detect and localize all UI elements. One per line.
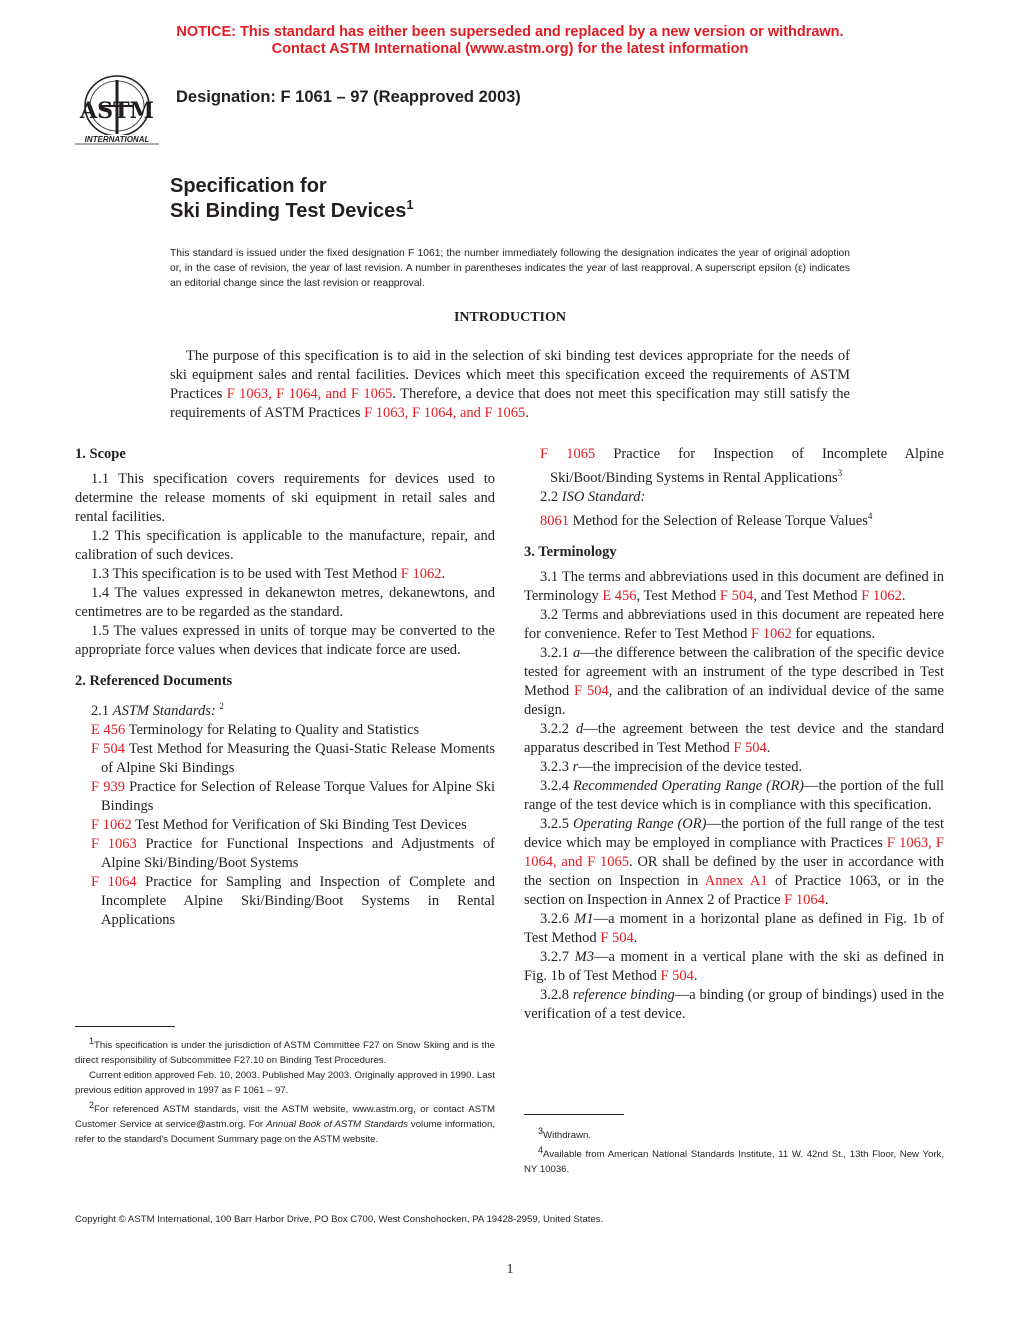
ref-item (75, 721, 495, 740)
term-text: —a moment in a vertical plane with the ski as defined in Fig. 1b of Test Method (524, 948, 945, 984)
term-3-2-4 (524, 777, 944, 815)
page-number: 1 (506, 1262, 514, 1277)
astm-standards-footnote-ref[interactable]: 2 (219, 701, 224, 711)
footnote-num: 1 (89, 1036, 95, 1046)
title-line-2 (170, 199, 414, 224)
notice-banner (0, 24, 1020, 58)
footnote-ref[interactable]: 4 (867, 510, 873, 521)
astm-standards-num: 2.1 (91, 702, 113, 719)
term-word: Operating Range (OR) (572, 815, 707, 832)
iso-standard-label (524, 488, 944, 507)
term-3-2-2 (524, 720, 944, 758)
term-text: —the portion of the full range of the test device which may be employed in compliance with Practices (524, 815, 945, 851)
footnote-ref[interactable]: 3 (837, 468, 843, 478)
notice-line-1: NOTICE: This standard has either been superseded and replaced by a new version or withdrawn. (176, 24, 844, 40)
term-word: Recommended Operating Range (ROR) (573, 777, 805, 794)
term-word: M1 (574, 910, 594, 927)
term-text: 3.1 The terms and abbreviations used in this document are defined in Terminology (524, 568, 944, 604)
astm-standards-label (75, 697, 495, 721)
term-3-1 (524, 568, 944, 606)
term-link[interactable]: E 456 (602, 587, 637, 604)
term-word: reference binding (572, 986, 675, 1003)
term-text: —a moment in a horizontal plane as defined in Fig. 1b of Test Method (524, 910, 944, 946)
term-text: , and the calibration of an individual device of the same design. (524, 682, 944, 718)
footnote-divider (524, 1114, 624, 1115)
scope-heading: 1. Scope (75, 446, 126, 462)
left-column (75, 445, 495, 930)
term-word: a (573, 644, 581, 661)
scope-1-3-text: 1.3 This specification is to be used with Test Method (91, 566, 401, 582)
ref-title: Practice for Sampling and Inspection of Complete and Incomplete Alpine Ski/Binding/Boot Systems in Rental Applications (101, 873, 495, 928)
term-num: 3.2.3 (540, 758, 573, 775)
intro-text-2: . Therefore, a device that does not meet this specification may still satisfy the requirements of ASTM Practices (170, 386, 850, 421)
term-link[interactable]: F 504 (600, 929, 634, 946)
ref-code-link[interactable]: F 504 (91, 740, 125, 757)
ref-code-link[interactable]: F 1063 (91, 835, 137, 852)
ref-title: Practice for Functional Inspections and Adjustments of Alpine Ski/Binding/Boot Systems (101, 835, 495, 871)
ref-code-link[interactable]: F 1062 (91, 816, 132, 833)
term-word: M3 (574, 948, 594, 965)
scope-1-1: 1.1 This specification covers requirements for devices used to determine the release moments of ski equipment in retail sales and rental facilities. (75, 471, 495, 525)
footnote-text: For referenced ASTM standards, visit the ASTM website, www.astm.org, or contact ASTM Customer Service at service@astm.org. For (75, 1104, 495, 1131)
issuance-note: This standard is issued under the fixed designation F 1061; the number immediately following the designation indicates the year of original adoption or, in the case of revision, the year of last revision. A number in parentheses indicates the year of last reapproval. A superscript epsilon (ε) indicates an editorial change since the last revision or reapproval. (170, 248, 850, 289)
term-3-2-7 (524, 948, 944, 986)
term-text: . (693, 967, 698, 984)
title-line-1: Specification for (170, 175, 327, 197)
term-text: for equations. (791, 625, 876, 642)
term-word: r (572, 758, 579, 775)
term-text: —the imprecision of the device tested. (578, 758, 803, 775)
footnote-text: Withdrawn. (543, 1130, 591, 1142)
term-text: . (901, 587, 906, 604)
term-text: —the portion of the full range of the test device which is in compliance with this specification. (524, 777, 945, 813)
terminology-heading: 3. Terminology (524, 543, 617, 560)
term-text: —the difference between the calibration of the specific device tested for agreement with an instrument of the type described in Test Method (524, 644, 945, 699)
term-text: , and Test Method (753, 587, 862, 604)
ref-title: Practice for Inspection of Incomplete Alpine Ski/Boot/Binding Systems in Rental Applications (550, 446, 944, 486)
term-text: , Test Method (636, 587, 720, 604)
ref-code-link[interactable]: F 1065 (540, 446, 596, 462)
term-num: 3.2.7 (540, 948, 575, 965)
term-link[interactable]: F 1062 (751, 625, 792, 642)
term-3-2-6 (524, 910, 944, 948)
scope-1-3-end: . (441, 566, 446, 582)
footnote-1b: Current edition approved Feb. 10, 2003. Published May 2003. Originally approved in 1990. Last previous edition approved in 1997 as F 1061 – 97. (75, 1070, 495, 1097)
astm-standards-text: ASTM Standards: (112, 702, 216, 719)
footnote-text: This specification is under the jurisdiction of ASTM Committee F27 on Snow Skiing and is the direct responsibility of Subcommittee F27.10 on Binding Test Procedures. (75, 1040, 495, 1067)
footnotes-left (75, 1034, 495, 1147)
ref-item (75, 778, 495, 816)
term-link[interactable]: F 1064 (784, 891, 825, 908)
intro-text-1: The purpose of this specification is to aid in the selection of ski binding test devices appropriate for the needs of ski equipment sales and rental facilities. Devices which meet this specification exceed the requirements of ASTM Practices (170, 348, 850, 402)
logo-subtext: INTERNATIONAL (84, 135, 150, 144)
footnote-num: 2 (89, 1100, 95, 1111)
term-3-2-5 (524, 815, 944, 910)
term-3-2-3 (524, 758, 944, 777)
title-footnote-ref[interactable]: 1 (406, 197, 414, 212)
ref-title: Test Method for Measuring the Quasi-Static Release Moments of Alpine Ski Bindings (101, 740, 495, 776)
footnote-divider (75, 1026, 175, 1027)
term-text: —the agreement between the test device and the standard apparatus described in Test Method (524, 720, 945, 756)
astm-logo-icon (72, 72, 162, 152)
scope-1-3 (75, 565, 495, 584)
ref-title: Practice for Selection of Release Torque Values for Alpine Ski Bindings (101, 778, 495, 814)
footnote-1 (75, 1034, 495, 1068)
term-num: 3.2.6 (540, 910, 575, 927)
document-title (170, 174, 414, 224)
footnote-text: volume information, refer to the standard's Document Summary page on the ASTM website. (75, 1119, 495, 1146)
copyright-line: Copyright © ASTM International, 100 Barr Harbor Drive, PO Box C700, West Conshohocken, PA 19428-2959, United States. (75, 1214, 604, 1225)
term-num: 3.2.4 (540, 777, 573, 794)
ref-item (75, 816, 495, 835)
right-column (524, 445, 944, 1024)
iso-standard-num: 2.2 (540, 488, 562, 505)
ref-item (75, 740, 495, 778)
term-3-2-1 (524, 644, 944, 720)
footnote-italic: Annual Book of ASTM Standards (266, 1119, 408, 1131)
scope-1-5: 1.5 The values expressed in units of torque may be converted to the appropriate force values when devices that indicate force are used. (75, 623, 495, 658)
logo-letter-a: ASTM (78, 98, 154, 124)
term-link[interactable]: F 1063, F 1064, and F 1065 (524, 834, 944, 870)
designation: Designation: F 1061 – 97 (Reapproved 2003) (176, 88, 521, 106)
astm-logo (72, 72, 162, 152)
scope-1-4: 1.4 The values expressed in dekanewton metres, dekanewtons, and centimetres are to be regarded as the standard. (75, 585, 495, 620)
ref-item (75, 835, 495, 873)
introduction-heading: INTRODUCTION (453, 310, 566, 325)
footnote-num: 3 (538, 1126, 544, 1136)
term-link[interactable]: F 504 (733, 739, 767, 756)
scope-1-2: 1.2 This specification is applicable to the manufacture, repair, and calibration of such devices. (75, 528, 495, 563)
term-text: 3.2 Terms and abbreviations used in this document are repeated here for convenience. Refer to Test Method (524, 606, 944, 642)
intro-link-1[interactable]: F 1063, F 1064, and F 1065 (226, 386, 393, 402)
ref-item-f1065 (524, 445, 944, 488)
ref-code-link[interactable]: F 939 (91, 778, 125, 795)
term-text: . (633, 929, 638, 946)
term-link[interactable]: F 504 (660, 967, 694, 984)
introduction-text (170, 347, 850, 423)
term-text: of Practice 1063, or in the section on Inspection in Annex 2 of Practice (524, 872, 944, 908)
ref-item-iso (524, 507, 944, 531)
scope-1-3-link[interactable]: F 1062 (400, 566, 442, 582)
term-text: . OR shall be defined by the user in accordance with the section on Inspection in (524, 853, 944, 889)
intro-text-3: . (525, 405, 529, 421)
ref-code-link[interactable]: E 456 (91, 721, 126, 738)
term-word: d (576, 720, 584, 737)
term-text: . (824, 891, 829, 908)
term-num: 3.2.8 (540, 986, 573, 1003)
title-text: Ski Binding Test Devices (170, 200, 407, 222)
term-3-2 (524, 606, 944, 644)
footnote-4 (524, 1143, 944, 1177)
refdocs-heading: 2. Referenced Documents (75, 673, 233, 689)
term-link[interactable]: F 504 (574, 682, 609, 699)
ref-title: Method for the Selection of Release Torque Values (569, 512, 868, 529)
term-text: . (766, 739, 771, 756)
term-link[interactable]: F 1062 (861, 587, 902, 604)
notice-line-2: Contact ASTM International (www.astm.org) for the latest information (271, 41, 749, 57)
footnote-num: 4 (538, 1145, 544, 1156)
term-link[interactable]: F 504 (719, 587, 754, 604)
term-num: 3.2.1 (540, 644, 574, 661)
term-num: 3.2.2 (540, 720, 577, 737)
ref-code-link[interactable]: F 1064 (91, 873, 137, 890)
footnote-2 (75, 1098, 495, 1147)
term-text: —a binding (or group of bindings) used in the verification of a test device. (524, 986, 944, 1022)
ref-title: Test Method for Verification of Ski Binding Test Devices (131, 816, 467, 833)
iso-standard-text: ISO Standard: (561, 488, 646, 505)
term-num: 3.2.5 (540, 815, 573, 832)
footnote-text: Available from American National Standards Institute, 11 W. 42nd St., 13th Floor, New York, NY 10036. (524, 1149, 944, 1176)
term-link[interactable]: Annex A1 (704, 872, 768, 889)
ref-title: Terminology for Relating to Quality and Statistics (125, 721, 420, 738)
footnote-3 (524, 1124, 944, 1143)
ref-item (75, 873, 495, 930)
intro-link-2[interactable]: F 1063, F 1064, and F 1065 (364, 405, 526, 421)
ref-code-link[interactable]: 8061 (540, 512, 569, 529)
term-3-2-8 (524, 986, 944, 1024)
footnotes-right (524, 1124, 944, 1177)
